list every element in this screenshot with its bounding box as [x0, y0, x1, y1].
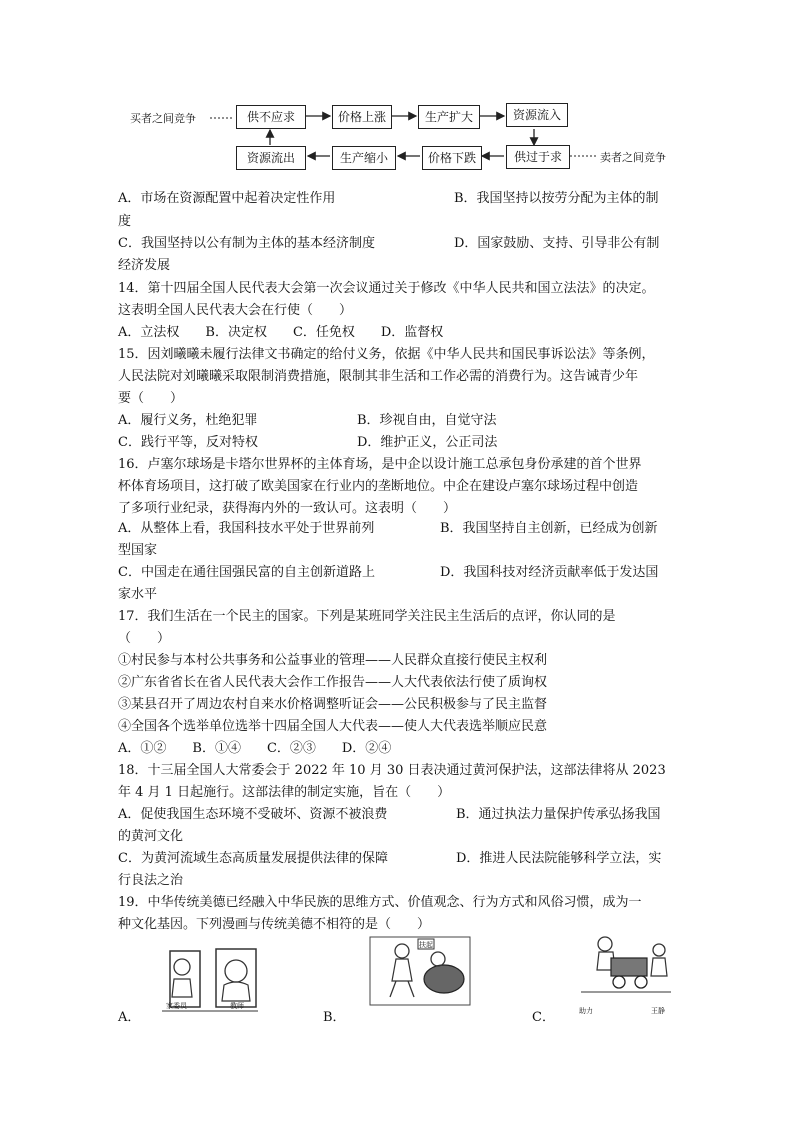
q18-option-b: B．通过执法力量保护传承弘扬我国 [456, 807, 661, 822]
cartoon-a-tag-2: 教师 [230, 1002, 244, 1010]
cartoon-b-tag: 扶起 [419, 941, 433, 949]
q16-stem-cont: 杯体育场项目，这打破了欧美国家在行业内的垄断地位。中企在建设卢塞尔球场过程中创造 [118, 479, 639, 494]
q14-options: A．立法权 B．决定权 C．任免权 D．监督权 [118, 325, 444, 340]
q15-option-b: B．珍视自由，自觉守法 [357, 413, 497, 428]
q17-stem-cont: （ ） [118, 631, 171, 646]
q16-option-d-cont: 家水平 [118, 587, 158, 602]
flow-box-price-rise: 价格上涨 [332, 105, 392, 129]
q17-statement-1: ①村民参与本村公共事务和公益事业的管理——人民群众直接行使民主权利 [118, 653, 548, 668]
diagram-arrows [130, 98, 700, 178]
flow-box-surplus: 供过于求 [506, 145, 570, 169]
q16-stem: 16．卢塞尔球场是卡塔尔世界杯的主体育场，是中企以设计施工总承包身份承建的首个世界 [118, 457, 642, 472]
market-mechanism-diagram [130, 98, 700, 178]
q13-option-a: A．市场在资源配置中起着决定性作用 [118, 191, 336, 206]
q13-option-d-cont: 经济发展 [118, 258, 171, 273]
q14-stem-cont: 这表明全国人民代表大会在行使（ ） [118, 303, 353, 318]
q17-options: A．①② B．①④ C．②③ D．②④ [118, 741, 392, 756]
q16-stem-end: 了多项行业纪录，获得海内外的一致认可。这表明（ ） [118, 501, 457, 516]
q19-stem-cont: 种文化基因。下列漫画与传统美德不相符的是（ ） [118, 917, 431, 932]
cartoon-c-tag-1: 助力 [579, 1007, 593, 1015]
q14-stem: 14．第十四届全国人民代表大会第一次会议通过关于修改《中华人民共和国立法法》的决定。 [118, 281, 655, 296]
q18-stem: 18．十三届全国人大常委会于 2022 年 10 月 30 日表决通过黄河保护法，这部法律将从 2023 [118, 763, 666, 778]
q19-cartoon-c [575, 930, 675, 1016]
q19-label-b: B． [323, 1010, 346, 1025]
q18-option-b-cont: 的黄河文化 [118, 829, 184, 844]
q15-option-d: D．维护正义，公正司法 [357, 435, 498, 450]
cartoon-c-tag-2: 王静 [651, 1007, 665, 1015]
q18-option-d-cont: 行良法之治 [118, 873, 184, 888]
q17-statement-2: ②广东省省长在省人民代表大会作工作报告——人大代表依法行使了质询权 [118, 675, 548, 690]
q16-option-b: B．我国坚持自主创新，已经成为创新 [440, 521, 658, 536]
q13-option-d: D．国家鼓励、支持、引导非公有制 [454, 236, 660, 251]
q19-stem: 19．中华传统美德已经融入中华民族的思维方式、价值观念、行为方式和风俗习惯，成为一 [118, 895, 642, 910]
cartoon-a-tag-1: 家委员 [166, 1002, 187, 1010]
flow-box-production-shrink: 生产缩小 [332, 146, 396, 170]
q13-option-c: C．我国坚持以公有制为主体的基本经济制度 [118, 236, 375, 251]
q15-option-c: C．践行平等，反对特权 [118, 435, 258, 450]
q18-option-d: D．推进人民法院能够科学立法，实 [456, 851, 662, 866]
cartoon-c-drawing [575, 930, 675, 1016]
flow-box-price-fall: 价格下跌 [422, 146, 482, 170]
q19-cartoon-a [160, 945, 260, 1023]
q18-stem-cont: 年 4 月 1 日起施行。这部法律的制定实施，旨在（ ） [118, 785, 451, 800]
q17-statement-3: ③某县召开了周边农村自来水价格调整听证会——公民积极参与了民主监督 [118, 697, 548, 712]
cartoon-a-drawing [160, 945, 260, 1023]
flow-box-production-expand: 生产扩大 [418, 105, 480, 129]
q13-option-b: B．我国坚持以按劳分配为主体的制 [454, 191, 659, 206]
flow-box-shortage: 供不应求 [236, 105, 306, 129]
q15-stem-cont: 人民法院对刘曦曦采取限制消费措施，限制其非生活和工作必需的消费行为。这告诫青少年 [118, 369, 639, 384]
q16-option-c: C．中国走在通往国强民富的自主创新道路上 [118, 565, 375, 580]
q19-cartoon-b [368, 935, 472, 1007]
flow-box-resource-outflow: 资源流出 [236, 146, 306, 170]
q18-option-c: C．为黄河流域生态高质量发展提供法律的保障 [118, 851, 388, 866]
q15-stem-end: 要（ ） [118, 391, 184, 406]
q16-option-a: A．从整体上看，我国科技水平处于世界前列 [118, 521, 375, 536]
q16-option-b-cont: 型国家 [118, 543, 158, 558]
buyer-competition-label: 买者之间竞争 [130, 112, 196, 125]
flow-box-resource-inflow: 资源流入 [506, 103, 568, 127]
q19-label-c: C． [532, 1010, 555, 1025]
q17-stem: 17．我们生活在一个民主的国家。下列是某班同学关注民主生活后的点评，你认同的是 [118, 609, 616, 624]
q19-label-a: A． [118, 1010, 141, 1025]
seller-competition-label: 卖者之间竞争 [600, 151, 666, 164]
q15-stem: 15．因刘曦曦未履行法律文书确定的给付义务，依据《中华人民共和国民事诉讼法》等条例， [118, 347, 655, 362]
q18-option-a: A．促使我国生态环境不受破坏、资源不被浪费 [118, 807, 388, 822]
q16-option-d: D．我国科技对经济贡献率低于发达国 [440, 565, 659, 580]
q13-option-b-cont: 度 [118, 214, 132, 229]
q17-statement-4: ④全国各个选举单位选举十四届全国人大代表——使人大代表选举顺应民意 [118, 719, 548, 734]
q15-option-a: A．履行义务，杜绝犯罪 [118, 413, 258, 428]
